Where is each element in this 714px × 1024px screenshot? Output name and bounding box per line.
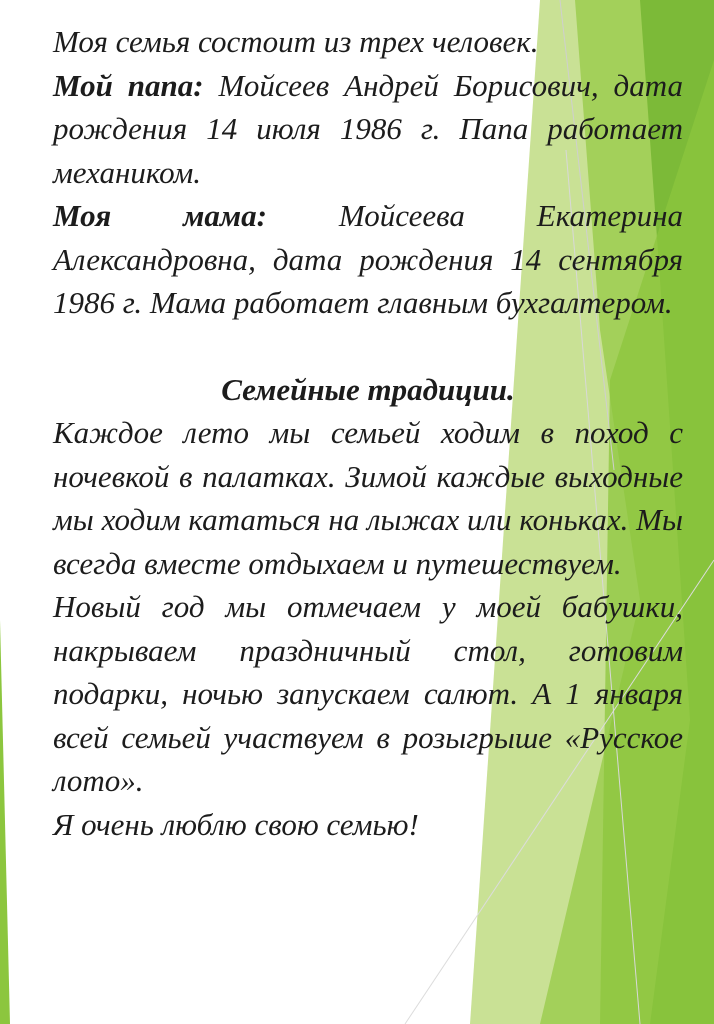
dad-text: Мойсеев Андрей Борисович, дата рождения 14 июля 1986 г. Папа работает механиком. [53, 67, 684, 190]
intro-line: Моя семья состоит из трех человек. [53, 24, 539, 59]
document-body [53, 20, 683, 846]
mom-text: Мойсеева Екатерина Александровна, дата рождения 14 сентября 1986 г. Мама работает главным бухгалтером. [53, 198, 683, 320]
dad-label: Мой папа: [53, 67, 204, 103]
traditions-heading: Семейные традиции. [221, 371, 515, 407]
mom-label: Моя мама: [53, 198, 267, 233]
green-sliver-left [0, 620, 10, 1024]
mom-paragraph [53, 194, 683, 325]
spacer [53, 325, 683, 368]
traditions-paragraph-2: Новый год мы отмечаем у моей бабушки, накрываем праздничный стол, готовим подарки, ночью запускаем салют. А 1 января всей семьей участвуем в розыгрыше «Русское лото». [53, 589, 683, 798]
closing-line: Я очень люблю свою семью! [53, 806, 419, 842]
dad-paragraph [53, 64, 683, 195]
traditions-paragraph-1: Каждое лето мы семьей ходим в поход с ночевкой в палатках. Зимой каждые выходные мы ходим кататься на лыжах или коньках. Мы всегда вместе отдыхаем и путешествуем. [53, 415, 683, 581]
